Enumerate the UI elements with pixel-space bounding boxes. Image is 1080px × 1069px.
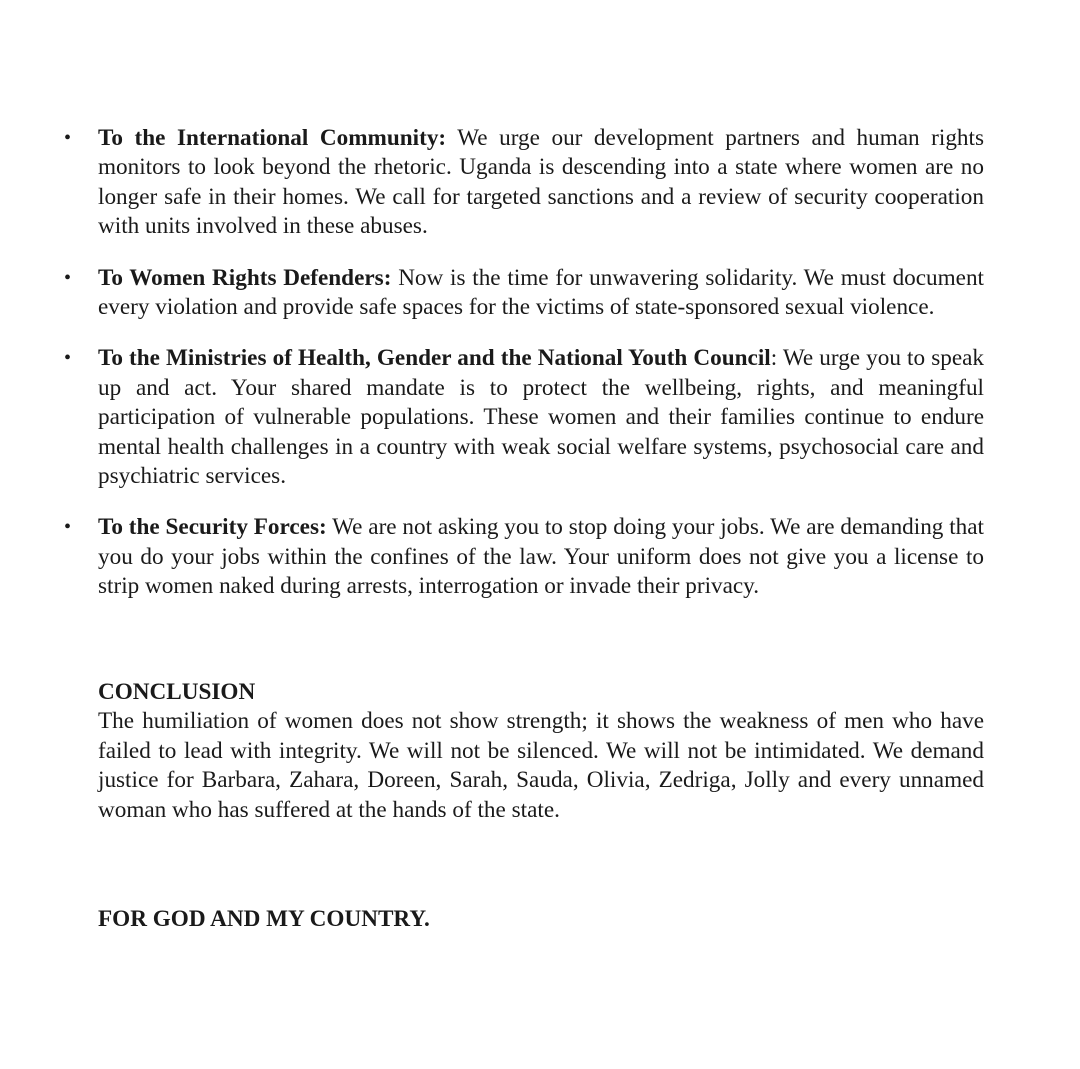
conclusion-section [98, 678, 984, 825]
recommendation-text: : We urge you to speak up and act. Your shared mandate is to protect the wellbeing, rights, and meaningful participation of vulnerable populations. These women and their families continue to endure mental health challenges in a country with weak social welfare systems, psychosocial care and psychiatric services. [98, 345, 984, 490]
conclusion-body: The humiliation of women does not show strength; it shows the weakness of men who have failed to lead with integrity. We will not be silenced. We will not be intimidated. We demand justice for Barbara, Zahara, Doreen, Sarah, Sauda, Olivia, Zedriga, Jolly and every unnamed woman who has suffered at the hands of the state. [98, 708, 984, 823]
recommendation-women-rights-defenders [60, 264, 984, 323]
recommendation-lead: To Women Rights Defenders: [98, 264, 392, 291]
recommendation-international-community [60, 124, 984, 242]
bullet-icon: • [64, 516, 72, 539]
bullet-icon: • [64, 127, 72, 149]
recommendation-lead: To the Ministries of Health, Gender and the National Youth Council [98, 345, 771, 372]
recommendation-text: Now is the time for unwavering solidarity. We must document every violation and provide safe spaces for the victims of state-sponsored sexual violence. [98, 264, 985, 321]
bullet-icon: • [64, 347, 72, 370]
recommendations-list [60, 124, 984, 624]
recommendation-lead: To the Security Forces: [98, 514, 327, 541]
recommendation-security-forces [60, 513, 984, 601]
closing-motto: FOR GOD AND MY COUNTRY. [98, 906, 430, 932]
recommendation-text: We urge our development partners and human rights monitors to look beyond the rhetoric. Uganda is descending into a state where women are no longer safe in their homes. We call for targeted sanctions and a review of security cooperation with units involved in these abuses. [98, 125, 984, 240]
recommendation-ministries [60, 344, 984, 491]
conclusion-heading: CONCLUSION [98, 679, 256, 705]
recommendation-text: We are not asking you to stop doing your jobs. We are demanding that you do your jobs within the confines of the law. Your uniform does not give you a license to strip women naked during arrests, interrogation or invade their privacy. [98, 514, 984, 600]
recommendation-lead: To the International Community: [98, 125, 447, 151]
bullet-icon: • [64, 266, 72, 289]
